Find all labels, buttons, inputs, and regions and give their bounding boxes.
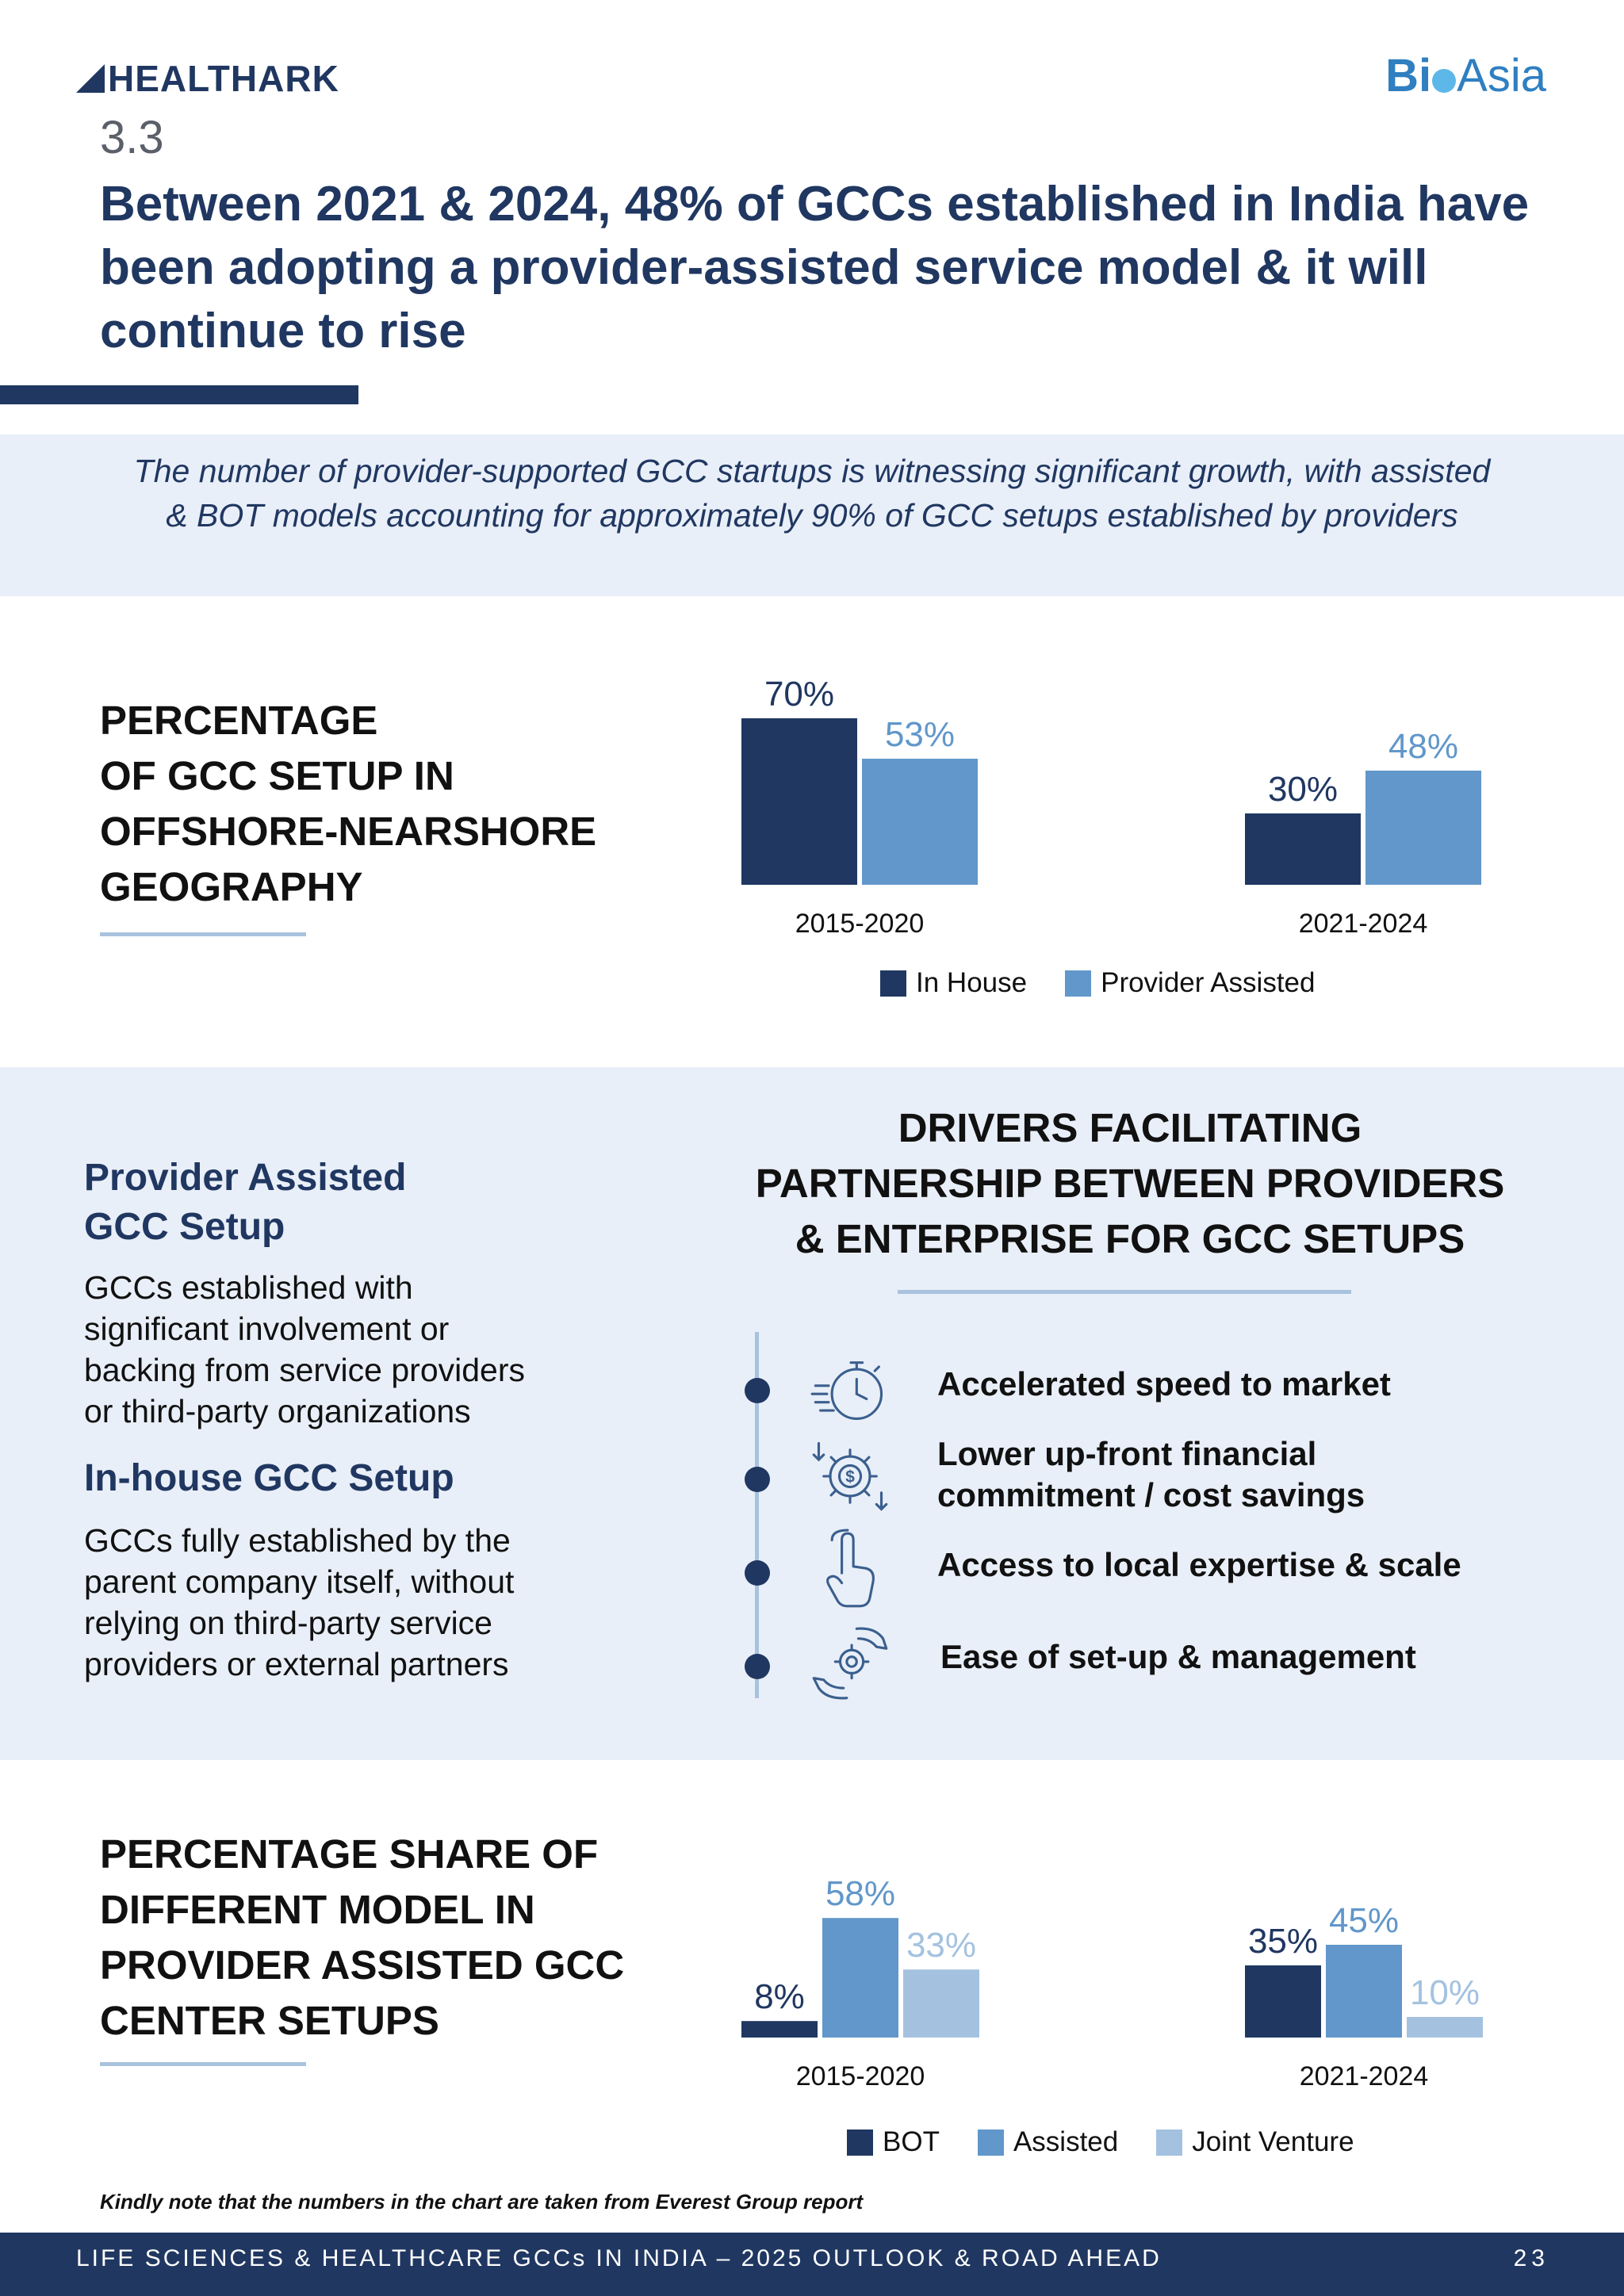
timeline-dot: [745, 1654, 770, 1679]
bar: [1245, 813, 1361, 885]
legend-label: Provider Assisted: [1101, 967, 1316, 998]
chart1-legend: [880, 967, 1354, 999]
body-line: providers or external partners: [84, 1646, 509, 1682]
driver-local-expertise: Access to local expertise & scale: [937, 1546, 1461, 1583]
legend-item-provider-assisted: [1065, 967, 1315, 999]
drivers-title: [730, 1100, 1530, 1267]
legend-label: Assisted: [1013, 2126, 1119, 2157]
legend-swatch: [978, 2130, 1004, 2156]
healthark-logo: [76, 57, 339, 100]
section3-title-line: CENTER SETUPS: [100, 1998, 439, 2043]
legend-label: In House: [916, 967, 1028, 998]
bar-value-label: 10%: [1409, 1973, 1480, 2012]
bar-value-label: 53%: [884, 715, 956, 754]
section1-title-line: OFFSHORE-NEARSHORE: [100, 809, 597, 854]
inhouse-description: [84, 1520, 639, 1685]
section1-rule: [100, 932, 306, 936]
body-line: backing from service providers: [84, 1352, 525, 1388]
legend-swatch: [847, 2130, 873, 2156]
category-label: 2015-2020: [795, 909, 925, 939]
driver-line: Lower up-front financial: [937, 1435, 1317, 1472]
body-line: GCCs established with: [84, 1269, 413, 1306]
section1-title-line: PERCENTAGE: [100, 698, 378, 743]
category-label: 2021-2024: [1299, 2061, 1429, 2091]
section3-rule: [100, 2062, 306, 2066]
bar-value-label: 45%: [1328, 1901, 1400, 1940]
legend-swatch: [880, 970, 906, 997]
driver-cost-savings: [937, 1433, 1365, 1516]
driver-line: commitment / cost savings: [937, 1476, 1365, 1513]
legend-item-assisted: [978, 2126, 1118, 2158]
bar: [1365, 771, 1481, 885]
inhouse-heading: In-house GCC Setup: [84, 1457, 454, 1499]
timeline-dot: [745, 1378, 770, 1403]
body-line: significant involvement or: [84, 1311, 450, 1347]
subtitle: The number of provider-supported GCC startups is witnessing significant growth, with assisted & BOT models accounting for approximately 90% of GCC setups established by providers: [133, 453, 1491, 534]
section1-title-line: GEOGRAPHY: [100, 864, 363, 909]
svg-text:$: $: [845, 1468, 855, 1487]
bar: [1245, 1965, 1321, 2038]
drivers-title-line: & ENTERPRISE FOR GCC SETUPS: [795, 1216, 1465, 1261]
driver-ease-of-setup: Ease of set-up & management: [940, 1638, 1416, 1675]
bar: [1326, 1945, 1402, 2038]
bioasia-logo-b: B: [1385, 50, 1419, 101]
section3-title-line: PROVIDER ASSISTED GCC: [100, 1942, 625, 1988]
bar: [741, 2021, 818, 2038]
bar-value-label: 8%: [754, 1977, 805, 2017]
section1-title-line: OF GCC SETUP IN: [100, 753, 454, 798]
title-underline: [0, 385, 358, 404]
footer-text: LIFE SCIENCES & HEALTHCARE GCCs IN INDIA – 2025 OUTLOOK & ROAD AHEAD: [76, 2245, 1162, 2271]
stopwatch-icon: [809, 1348, 891, 1430]
bar: [1407, 2017, 1483, 2038]
source-note: Kindly note that the numbers in the chart are taken from Everest Group report: [100, 2190, 864, 2214]
body-line: relying on third-party service: [84, 1605, 492, 1641]
bioasia-logo: [1385, 49, 1546, 102]
logo-triangle-icon: [76, 64, 105, 93]
legend-item-in-house: [880, 967, 1027, 999]
bar-value-label: 58%: [825, 1874, 896, 1914]
bar: [741, 718, 857, 885]
category-label: 2021-2024: [1298, 909, 1428, 939]
provider-assisted-description: [84, 1267, 639, 1432]
legend-swatch: [1065, 970, 1091, 997]
drivers-rule: [898, 1290, 1351, 1294]
bar: [822, 1918, 898, 2038]
section-number: 3.3: [100, 112, 164, 163]
legend-label: BOT: [883, 2126, 940, 2157]
section1-title: [100, 693, 596, 915]
gear-dollar-icon: [809, 1435, 891, 1517]
legend-item-bot: [847, 2126, 940, 2158]
healthark-logo-text: HEALTHARK: [108, 58, 339, 99]
bar: [903, 1969, 979, 2038]
bioasia-logo-rest: Asia: [1457, 50, 1546, 101]
chart-gcc-setup-geography: [714, 650, 1554, 943]
section3-title-line: DIFFERENT MODEL IN: [100, 1887, 535, 1932]
bioasia-dot-icon: [1432, 69, 1456, 93]
page-number: 23: [1513, 2245, 1549, 2271]
section3-title-line: PERCENTAGE SHARE OF: [100, 1831, 599, 1877]
timeline-dot: [745, 1467, 770, 1492]
body-line: or third-party organizations: [84, 1393, 471, 1429]
legend-label: Joint Venture: [1192, 2126, 1354, 2157]
timeline-dot: [745, 1560, 770, 1586]
bar-value-label: 48%: [1388, 727, 1459, 766]
legend-item-joint-venture: [1156, 2126, 1354, 2158]
drivers-title-line: DRIVERS FACILITATING: [898, 1105, 1362, 1150]
body-line: parent company itself, without: [84, 1563, 515, 1600]
section3-title: [100, 1827, 624, 2049]
category-label: 2015-2020: [795, 2061, 925, 2091]
bioasia-logo-i: i: [1419, 50, 1432, 101]
hands-gear-icon: [809, 1622, 891, 1705]
chart-provider-model-share: [714, 1816, 1554, 2093]
provider-assisted-heading: [84, 1154, 406, 1252]
body-line: GCCs fully established by the: [84, 1522, 511, 1559]
heading-line: GCC Setup: [84, 1206, 285, 1248]
bar-value-label: 70%: [764, 675, 835, 714]
heading-line: Provider Assisted: [84, 1157, 407, 1199]
bar-value-label: 35%: [1247, 1922, 1319, 1961]
page-title: Between 2021 & 2024, 48% of GCCs established in India have been adopting a provider-assisted service model & it will continue to rise: [100, 177, 1530, 358]
chart2-legend: [847, 2126, 1392, 2158]
hand-pointer-icon: [809, 1529, 891, 1611]
drivers-title-line: PARTNERSHIP BETWEEN PROVIDERS: [755, 1161, 1505, 1206]
driver-speed-to-market: Accelerated speed to market: [937, 1365, 1391, 1402]
legend-swatch: [1156, 2130, 1182, 2156]
bar-value-label: 33%: [906, 1926, 977, 1965]
bar: [862, 759, 978, 885]
bar-value-label: 30%: [1267, 770, 1339, 809]
